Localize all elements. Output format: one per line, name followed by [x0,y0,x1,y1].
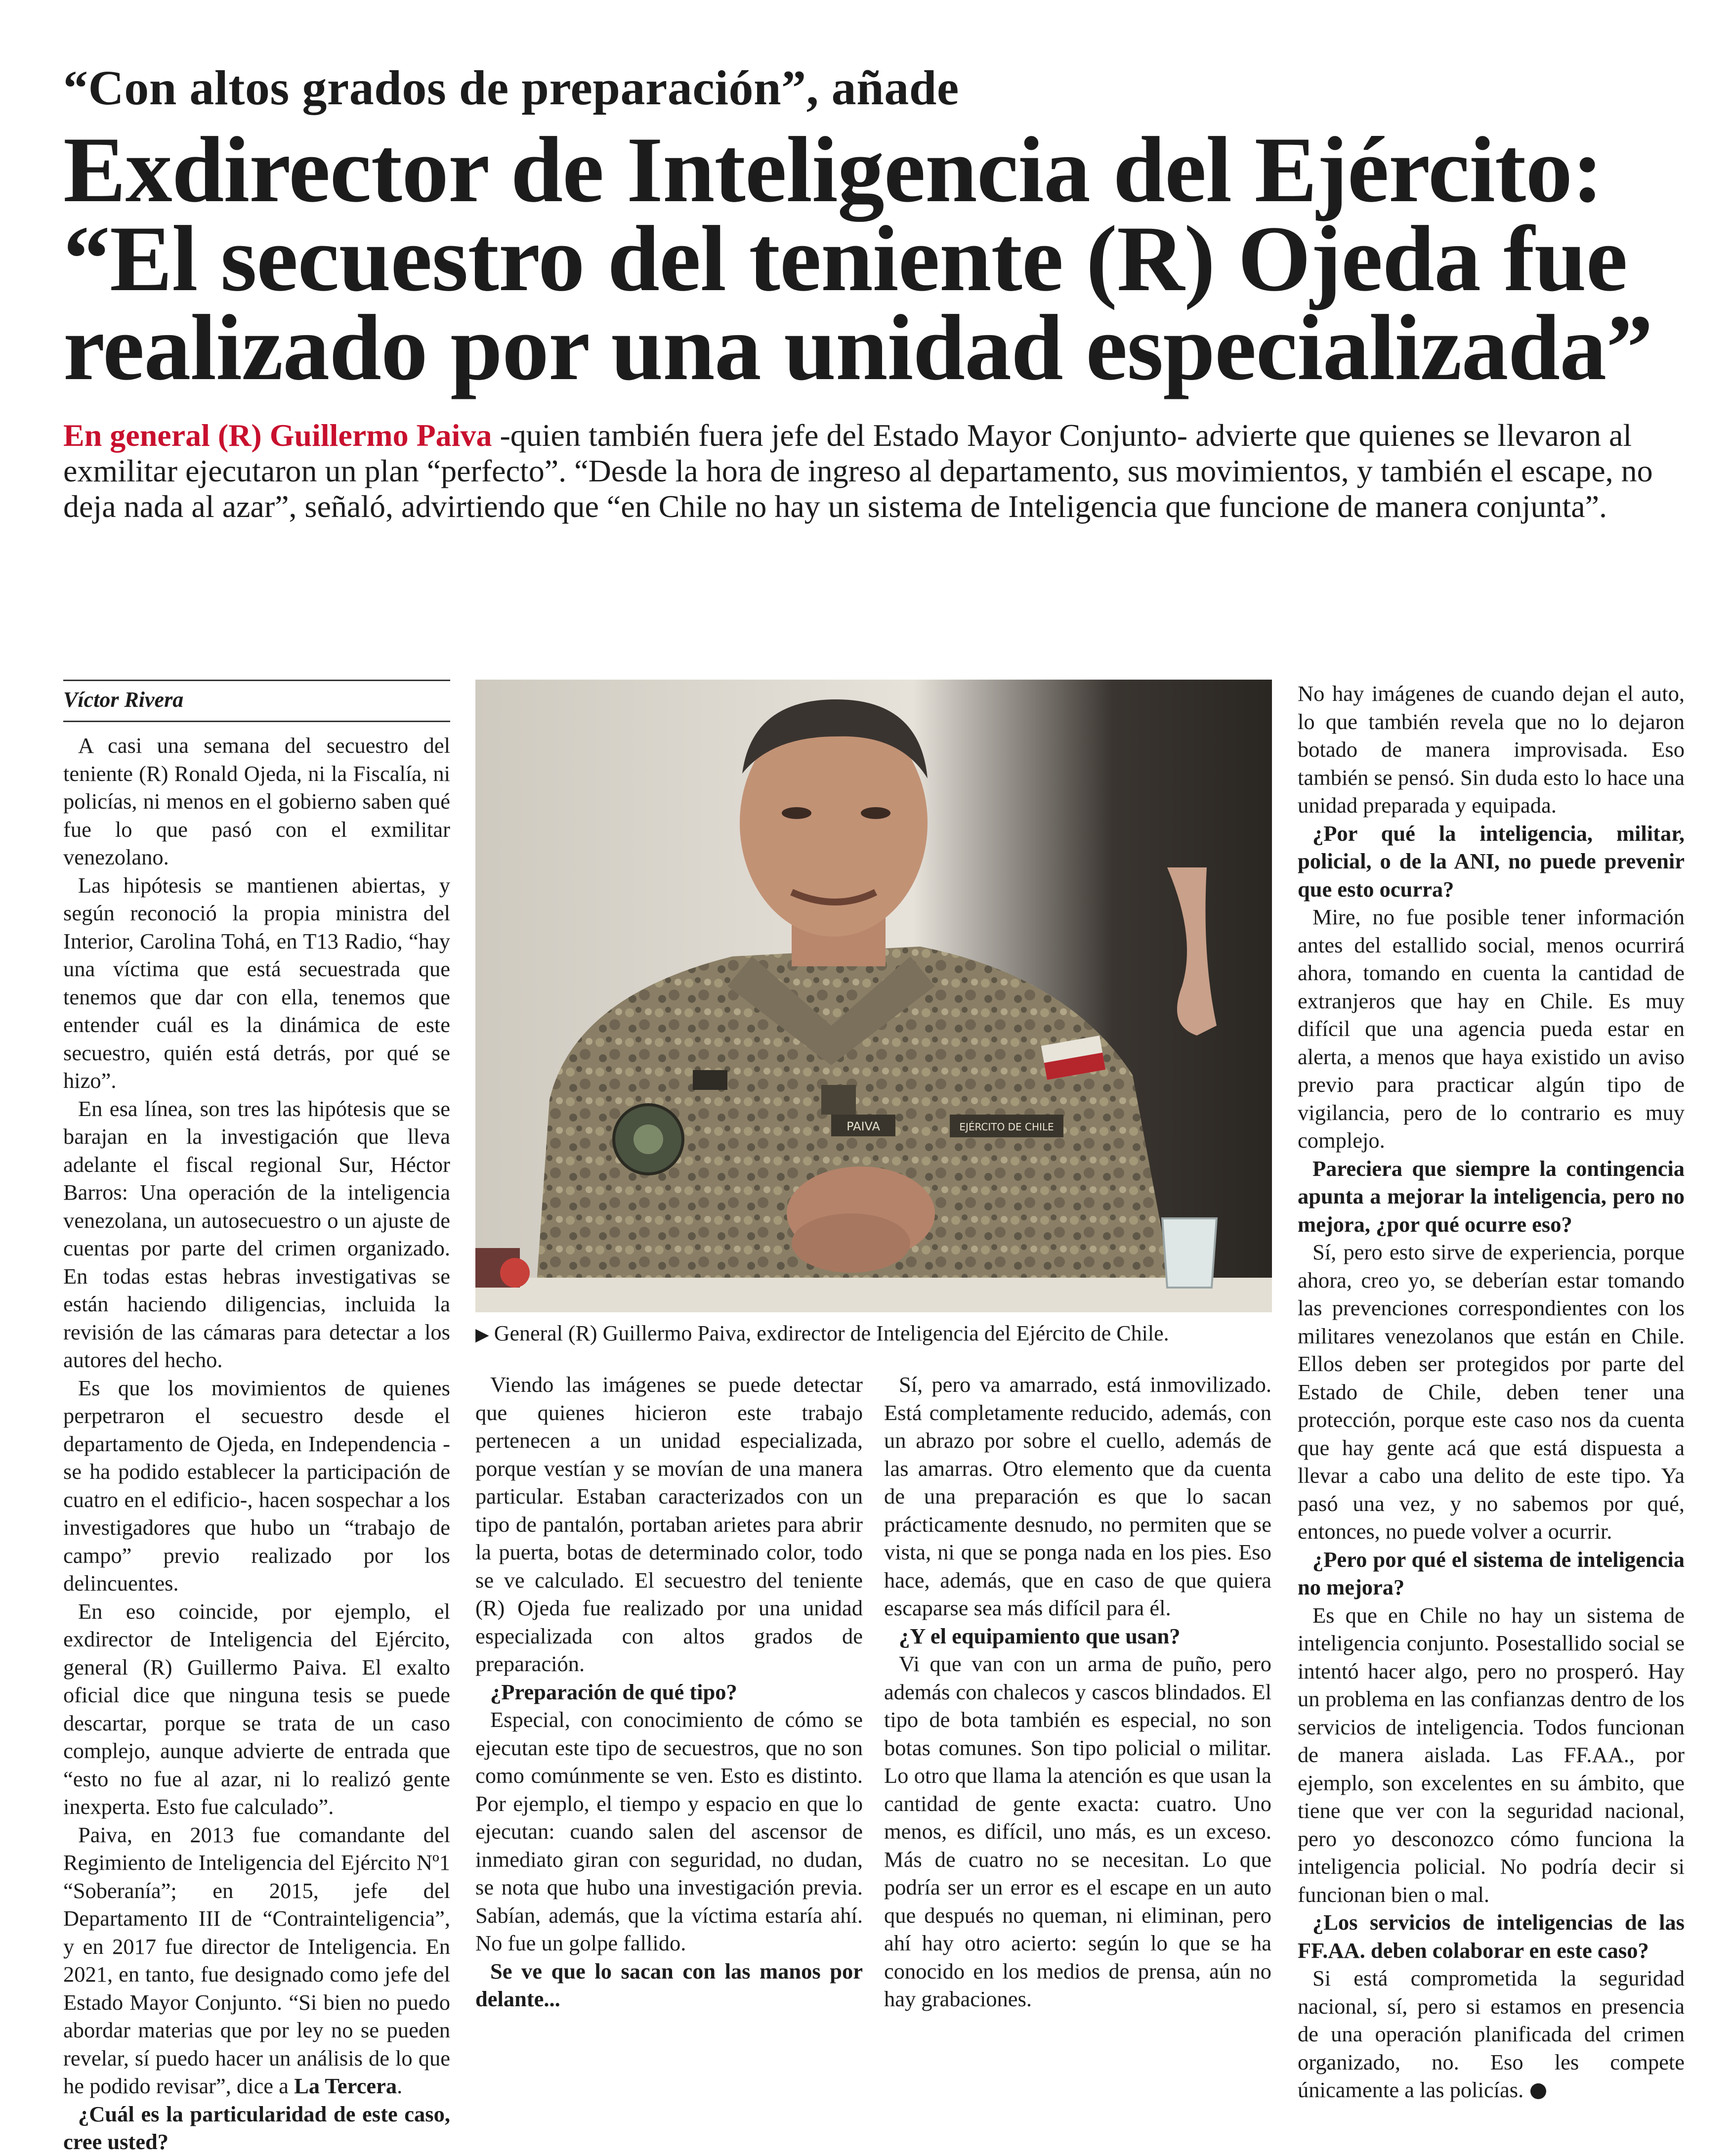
paragraph [1298,1964,1685,2104]
headline-line-3: realizado por una unidad especializada” [63,296,1653,400]
paragraph-text: Si está comprometida la seguridad nacional, sí, pero si estamos en presencia de una operación planificada del crimen organizado, no. Eso les compete únicamente a las policías. [1298,1966,1685,2102]
question: ¿Preparación de qué tipo? [490,1679,737,1704]
caption-arrow-icon: ▶ [475,1325,489,1345]
paragraph-end: . [397,2073,403,2098]
paragraph-text: Paiva, en 2013 fue comandante del Regimiento de Inteligencia del Ejército Nº1 “Soberanía”; en 2015, jefe del Departamento III de “Contrainteligencia”, y en 2017 fue director de Inteligencia. En 2021, en tanto, fue designado como jefe del Estado Mayor Conjunto. “Si bien no puedo abordar materias que por ley no se pueden revelar, sí puedo hacer un análisis de lo que he podido revisar”, dice a [63,1822,450,2098]
end-mark-icon [1530,2083,1546,2099]
lede-text: -quien también fuera jefe del Estado Mayor Conjunto- advierte que quienes se llevaron al exmilitar ejecutaron un plan “perfecto”. “Desde la hora de ingreso al departamento, sus movimientos, y también el escape, no deja nada al azar”, señaló, advirtiendo que “en Chile no hay un sistema de Inteligencia que funcione de manera conjunta”. [63,418,1653,524]
question: ¿Por qué la inteligencia, militar, policial, o de la ANI, no puede prevenir que esto ocurra? [1298,820,1685,902]
paragraph: Es que los movimientos de quienes perpetraron el secuestro desde el departamento de Ojeda, en Independencia -se ha podido establecer la participación de cuatro en el edificio-, hacen sospechar a los investigadores que hubo un “trabajo de campo” previo realizado por los delincuentes. [63,1375,450,1595]
kicker: “Con altos grados de preparación”, añade [63,60,959,115]
paragraph: Sí, pero va amarrado, está inmovilizado. Está completamente reducido, además, con un abrazo por sobre el cuello, además de las amarras. Otro elemento que da cuenta de una preparación es que lo sacan prácticamente desnudo, no permiten que se vista, ni que se ponga nada en los pies. Eso hace, además, que en caso de que quiera escaparse sea más difícil para él. [884,1372,1271,1620]
question: ¿Y el equipamiento que usan? [899,1623,1181,1648]
paragraph: A casi una semana del secuestro del teniente (R) Ronald Ojeda, ni la Fiscalía, ni policías, ni menos en el gobierno saben qué fue lo que pasó con el exmilitar venezolano. [63,733,450,869]
column-4 [1298,680,1685,2104]
photo-illustration [475,680,1272,1312]
lede [63,418,1674,524]
question: Se ve que lo sacan con las manos por delante... [475,1958,863,2011]
article-photo [475,680,1272,1312]
paragraph: Viendo las imágenes se puede detectar que quienes hicieron este trabajo pertenecen a un unidad especializada, porque vestían y se movían de una manera particular. Estaban caracterizados con un tipo de pantalón, portaban arietes para abrir la puerta, botas de determinado color, todo se ve calculado. El secuestro del teniente (R) Ojeda fue realizado por una unidad especializada con altos grados de preparación. [475,1372,863,1676]
name-patch: PAIVA [846,1120,880,1133]
paragraph: Especial, con conocimiento de cómo se ejecutan este tipo de secuestros, que no son como comúnmente se ven. Esto es distinto. Por ejemplo, el tiempo y espacio en que lo ejecutan: cuando salen del ascensor de inmediato giran con seguridad, no dudan, se nota que hubo una investigación previa. Sabían, además, que la víctima estaría ahí. No fue un golpe fallido. [475,1707,863,1955]
paragraph: Sí, pero esto sirve de experiencia, porque ahora, creo yo, se deberían estar tomando las prevenciones correspondientes con los militares venezolanos que están en Chile. Ellos deben ser protegidos por parte del Estado de Chile, deben tener una protección, porque este caso nos da cuenta que hay gente acá que está dispuesta a llevar a cabo una delito de este tipo. Ya pasó una vez, y no sabemos por qué, entonces, no puede volver a ocurrir. [1298,1240,1685,1544]
paragraph: Las hipótesis se mantienen abiertas, y según reconoció la propia ministra del Interior, Carolina Tohá, en T13 Radio, “hay una víctima que está secuestrada que tenemos que dar con ella, tenemos que entender cuál es la dinámica de este secuestro, quién está detrás, por qué se hizo”. [63,872,450,1093]
byline: Víctor Rivera [63,688,184,712]
paragraph: En esa línea, son tres las hipótesis que se barajan en la investigación que lleva adelante el fiscal regional Sur, Héctor Barros: Una operación de la inteligencia venezolana, un autosecuestro o un ajuste de cuentas por parte del crimen organizado. En todas estas hebras investigativas se están haciendo diligencias, incluida la revisión de las cámaras para detectar a los autores del hecho. [63,1096,450,1372]
paragraph [63,1821,450,2100]
headline-line-1: Exdirector de Inteligencia del Ejército: [63,118,1603,222]
headline [63,118,1694,400]
photo-caption [475,1320,1272,1349]
column-3 [884,1371,1271,2013]
column-1 [63,732,450,2156]
byline-rule-bottom [63,721,450,722]
question: ¿Cuál es la particularidad de este caso, cree usted? [63,2101,450,2154]
paragraph: En eso coincide, por ejemplo, el exdirector de Inteligencia del Ejército, general (R) Guillermo Paiva. El exalto oficial dice que ninguna tesis se puede descartar, porque se trata de un caso complejo, aunque advierte de entrada que “esto no fue al azar, ni lo realizó gente inexperta. Esto fue calculado”. [63,1598,450,1819]
paragraph: Vi que van con un arma de puño, pero además con chalecos y cascos blindados. El tipo de bota también es especial, no son botas comunes. Son tipo policial o militar. Lo otro que llama la atención es que usan la cantidad de gente exacta: cuatro. Uno menos, es difícil, uno más, es un exceso. Más de cuatro no se necesitan. Lo que podría ser un error es el escape en un auto que después no queman, ni eliminan, pero ahí hay otro acierto: según lo que se ha conocido en los medios de prensa, aún no hay grabaciones. [884,1651,1271,2011]
question: ¿Pero por qué el sistema de inteligencia no mejora? [1298,1547,1685,1599]
column-2 [475,1371,863,2013]
question: ¿Los servicios de inteligencias de las FF.AA. deben colaborar en este caso? [1298,1910,1685,1963]
caption-text: General (R) Guillermo Paiva, exdirector de Inteligencia del Ejército de Chile. [494,1321,1169,1345]
paragraph: Mire, no fue posible tener información antes del estallido social, menos ocurrirá ahora, tomando en cuenta la cantidad de extranjeros que hay en Chile. Es muy difícil que una agencia pueda estar en alerta, a menos que haya existido un aviso previo para practicar algún tipo de vigilancia, pero de lo contrario es muy complejo. [1298,905,1685,1153]
paragraph: Es que en Chile no hay un sistema de inteligencia conjunto. Posestallido social se intentó hacer algo, pero no prosperó. Hay un problema en las confianzas dentro de los servicios de inteligencia. Todos funcionan de manera aislada. Las FF.AA., por ejemplo, son excelentes en su ámbito, que tiene que ver con la seguridad nacional, pero yo desconozco cómo funciona la inteligencia policial. No podría decir si funcionan bien o mal. [1298,1602,1685,1907]
unit-patch: EJÉRCITO DE CHILE [959,1121,1054,1133]
lede-name: En general (R) Guillermo Paiva [63,418,492,453]
byline-rule-top [63,680,450,681]
paragraph: No hay imágenes de cuando dejan el auto, lo que también revela que no lo dejaron botado de manera improvisada. Eso también se pensó. Sin duda esto lo hace una unidad preparada y equipada. [1298,681,1685,818]
question: Pareciera que siempre la contingencia apunta a mejorar la inteligencia, pero no mejora, ¿por qué ocurre eso? [1298,1156,1685,1237]
publication-name: La Tercera [294,2073,397,2098]
headline-line-2: “El secuestro del teniente (R) Ojeda fue [63,207,1627,311]
